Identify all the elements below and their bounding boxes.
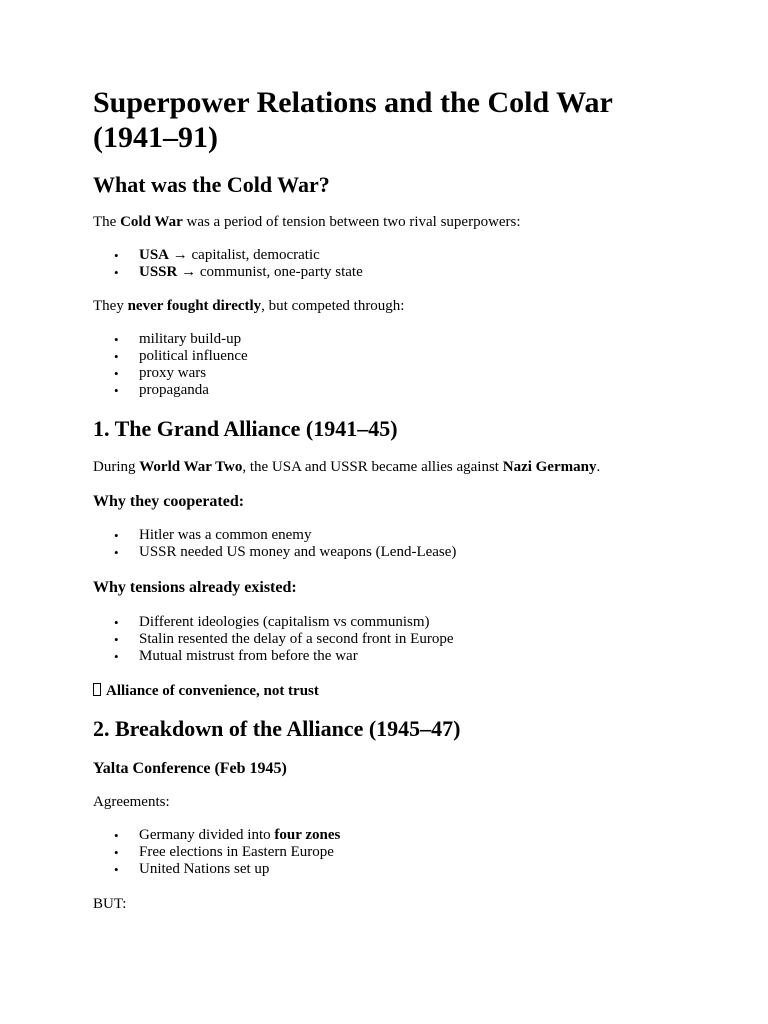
but-label: BUT: (93, 896, 127, 912)
list-item: • military build-up (93, 331, 248, 348)
missing-glyph-icon (93, 683, 101, 696)
competition-methods-list (93, 331, 248, 399)
list-item: • Mutual mistrust from before the war (93, 648, 453, 665)
section-heading-grand-alliance: 1. The Grand Alliance (1941–45) (93, 416, 398, 441)
subheading-yalta: Yalta Conference (Feb 1945) (93, 760, 287, 777)
list-item: • USSR → communist, one-party state (93, 264, 363, 281)
section-heading-breakdown: 2. Breakdown of the Alliance (1945–47) (93, 716, 461, 741)
cold-war-intro: The Cold War was a period of tension between two rival superpowers: (93, 214, 521, 230)
list-item: • Hitler was a common enemy (93, 527, 456, 544)
tension-reasons-list (93, 614, 453, 665)
subheading-tensions: Why tensions already existed: (93, 579, 297, 596)
superpowers-list (93, 247, 363, 281)
subheading-why-cooperated: Why they cooperated: (93, 493, 245, 510)
list-item: • proxy wars (93, 365, 248, 382)
competition-intro: They never fought directly, but competed through: (93, 298, 405, 314)
agreements-list (93, 827, 340, 878)
list-item: • Different ideologies (capitalism vs communism) (93, 614, 453, 631)
list-item: • United Nations set up (93, 861, 340, 878)
alliance-summary-note: Alliance of convenience, not trust (93, 682, 319, 700)
section-heading-cold-war: What was the Cold War? (93, 172, 330, 197)
list-item: • political influence (93, 348, 248, 365)
list-item: • USA → capitalist, democratic (93, 247, 363, 264)
list-item: • Free elections in Eastern Europe (93, 844, 340, 861)
agreements-label: Agreements: (93, 794, 170, 810)
list-item: • Stalin resented the delay of a second front in Europe (93, 631, 453, 648)
list-item: • USSR needed US money and weapons (Lend-Lease) (93, 544, 456, 561)
list-item: • propaganda (93, 382, 248, 399)
list-item: • Germany divided into four zones (93, 827, 340, 844)
grand-alliance-intro: During World War Two, the USA and USSR became allies against Nazi Germany. (93, 459, 601, 475)
page-title: Superpower Relations and the Cold War (1941–91) (93, 86, 613, 154)
cooperation-reasons-list (93, 527, 456, 561)
